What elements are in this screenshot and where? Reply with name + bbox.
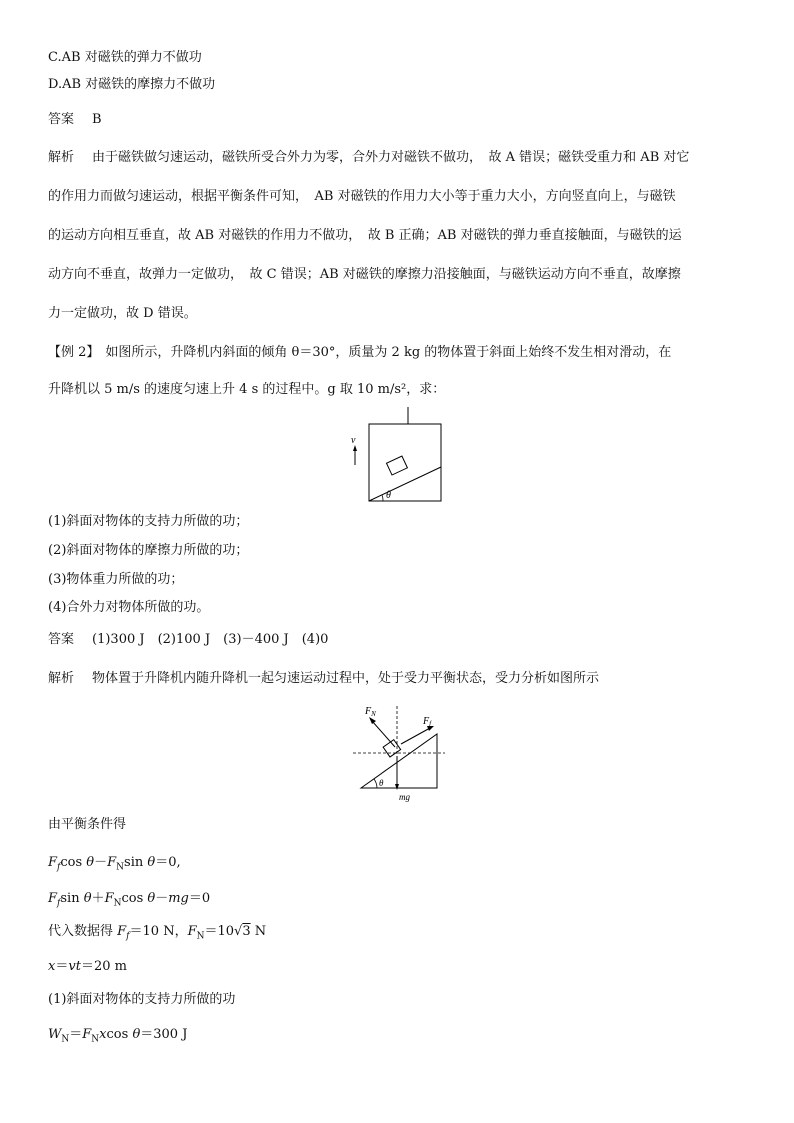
answer-label: 答案 (48, 112, 75, 127)
analysis-1-line-3: 的运动方向相互垂直，故 AB 对磁铁的作用力不做功， 故 B 正确；AB 对磁铁的弹力垂直接触面，与磁铁的运 (48, 228, 682, 243)
gravity-label: mg (399, 792, 410, 802)
analysis-1-line-2: 的作用力而做匀速运动，根据平衡条件可知， AB 对磁铁的作用力大小等于重力大小，方向竖直向上，与磁铁 (48, 189, 676, 204)
analysis-label: 解析 (48, 671, 75, 686)
analysis-label: 解析 (48, 150, 75, 165)
question-3: (3)物体重力所做的功； (48, 572, 184, 587)
example-tag: 【例 2】 (48, 345, 100, 360)
normal-force-label: $F_N$ (365, 706, 376, 718)
equation-5: $W_N=F_Nxcos$ θ＝300 J (48, 1027, 188, 1045)
friction-force-label: $F_f$ (423, 716, 432, 728)
equation-3: 代入数据得 $F_f=10$ N，$F_N=10√3$ N (48, 924, 267, 942)
analysis-text: 物体置于升降机内随升降机一起匀速运动过程中，处于受力平衡状态，受力分析如图所示 (92, 671, 600, 686)
question-2: (2)斜面对物体的摩擦力所做的功； (48, 543, 249, 558)
option-c: C.AB 对磁铁的弹力不做功 (48, 50, 202, 65)
equation-4: x＝vt＝20 m (48, 959, 127, 974)
velocity-label: v (351, 435, 356, 446)
answer-label: 答案 (48, 632, 75, 647)
answer-value: (1)300 J (2)100 J (3)－400 J (4)0 (92, 632, 329, 647)
equations-intro: 由平衡条件得 (48, 817, 127, 832)
theta-label: θ (379, 778, 384, 788)
option-d: D.AB 对磁铁的摩擦力不做功 (48, 77, 216, 92)
equation-1: $F_f\cos$ $\theta-F_N\sin$ θ＝0, (48, 855, 181, 873)
force-diagram (345, 700, 455, 806)
analysis-text: 由于磁铁做匀速运动，磁铁所受合外力为零，合外力对磁铁不做功， 故 A 错误；磁铁受重力和 AB 对它 (92, 150, 690, 165)
question-1: (1)斜面对物体的支持力所做的功； (48, 514, 249, 529)
equation-2: $F_f\sin$ $\theta+F_N\cos$ θ－mg＝0 (48, 891, 211, 909)
example-text: 如图所示，升降机内斜面的倾角 θ＝30°，质量为 2 kg 的物体置于斜面上始终不发生相对滑动，在 (105, 345, 672, 360)
analysis-1-line-1 (48, 150, 689, 166)
subquestion-1-text: (1)斜面对物体的支持力所做的功 (48, 992, 236, 1007)
analysis-1-line-5: 力一定做功，故 D 错误。 (48, 306, 197, 321)
answer-1 (48, 112, 102, 128)
theta-label: θ (386, 490, 391, 501)
elevator-figure (345, 405, 445, 505)
example-2-line-2: 升降机以 5 m/s 的速度匀速上升 4 s 的过程中。g 取 10 m/s²，求： (48, 382, 446, 397)
question-4: (4)合外力对物体所做的功。 (48, 600, 210, 615)
analysis-1-line-4: 动方向不垂直，故弹力一定做功， 故 C 错误；AB 对磁铁的摩擦力沿接触面，与磁铁运动方向不垂直，故摩擦 (48, 267, 681, 282)
analysis-2 (48, 671, 599, 687)
answer-2 (48, 632, 328, 648)
example-2-line-1 (48, 345, 671, 361)
answer-value: B (92, 112, 102, 127)
